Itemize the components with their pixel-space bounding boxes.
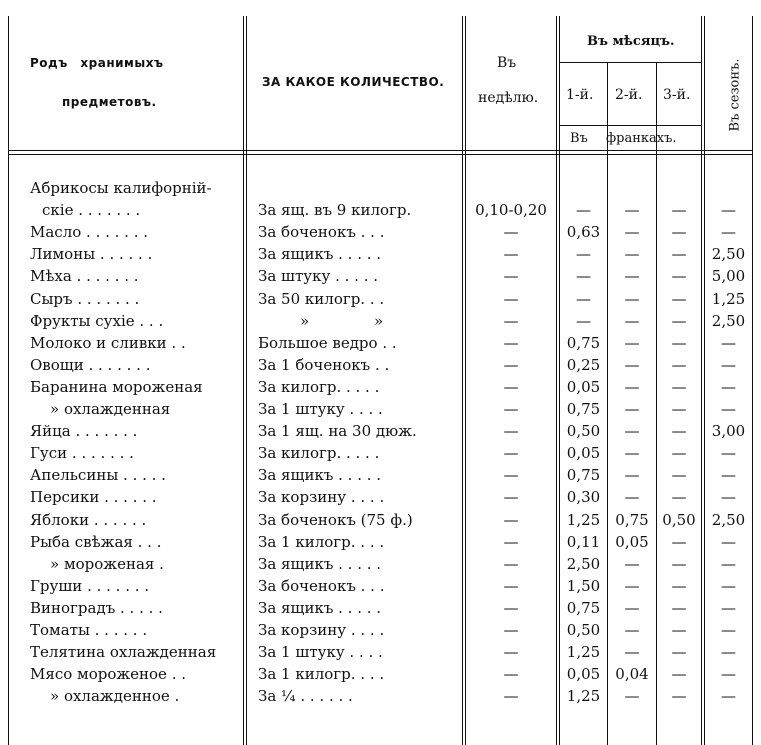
cell-week: — [503,444,519,463]
cell-m2: 0,04 [615,665,649,684]
cell-season: — [721,643,736,662]
cell-m1: 0,05 [566,377,601,396]
cell-item: Абрикосы калифорній- [30,179,212,197]
cell-qty: За 50 килогр. . . [258,289,385,308]
cell-m3: — [671,444,687,463]
cell-week: — [503,576,519,595]
cell-m1: — [576,245,591,264]
cell-m2: — [624,400,640,418]
cell-m2: — [624,267,640,286]
cell-season: — [721,444,736,463]
cell-item: Яблоки . . . . . . [30,510,147,529]
cell-m1: 0,11 [566,532,601,551]
cell-item: Виноградъ . . . . . [30,598,163,617]
cell-m1: 1,25 [566,643,601,662]
cell-m3: — [671,665,687,684]
cell-m2: — [624,223,640,242]
cell-m3: — [671,333,687,352]
rule-item-qty [243,16,244,745]
cell-week: — [503,687,519,706]
cell-item: » охлажденное . [50,687,180,706]
cell-season: 5,00 [711,267,746,286]
rule-currency [559,125,702,126]
cell-season: — [721,377,736,396]
cell-item: Телятина охлажденная [30,643,217,662]
cell-season: — [721,576,736,595]
cell-m1: 0,75 [566,466,601,485]
cell-item: Мясо мороженое . . [30,665,187,684]
cell-item: Мѣха . . . . . . . [30,267,139,286]
cell-qty: За боченокъ . . . [258,576,385,595]
cell-m1: 0,05 [566,665,601,684]
cell-season: — [721,466,736,485]
cell-item: Томаты . . . . . . [30,621,148,639]
cell-season: — [721,687,736,706]
header-week-line1: Въ [497,55,517,71]
cell-m2: — [624,201,640,220]
cell-week: — [503,400,519,418]
cell-qty: За ¼ . . . . . . [258,687,353,706]
cell-m1: — [576,311,591,330]
cell-season: 2,50 [711,311,746,330]
cell-week: — [503,532,519,551]
cell-item: Сыръ . . . . . . . [30,289,140,308]
cell-m2: — [624,488,640,507]
cell-season: 2,50 [711,510,746,529]
cell-m3: — [671,687,687,706]
cell-item: Лимоны . . . . . . [30,245,153,264]
cell-qty: За корзину . . . . [258,621,385,639]
header-item-line1: Родъ хранимыхъ [30,56,164,70]
header-month-1: 1-й. [566,87,594,103]
cell-item: Баранина мороженая [30,377,203,396]
cell-m2: — [624,554,640,573]
cell-item: Гуси . . . . . . . [30,444,134,463]
cell-m3: — [671,289,687,308]
cell-season: — [721,223,736,242]
cell-season: — [721,621,736,639]
cell-m3: — [671,643,687,662]
cell-item: Груши . . . . . . . [30,576,150,595]
cell-m1: 0,75 [566,598,601,617]
cell-week: — [503,267,519,286]
cell-qty: За боченокъ (75 ф.) [258,510,413,529]
cell-season [705,177,752,199]
rule-header-bottom-2 [8,154,753,155]
cell-week [466,177,556,199]
cell-m2: — [624,687,640,706]
cell-week: — [503,223,519,242]
cell-m1 [560,177,607,199]
cell-m1: — [576,201,591,220]
cell-m2: — [624,621,640,639]
cell-week: — [503,554,519,573]
cell-qty: За 1 килогр. . . . [258,532,385,551]
cell-m2: — [624,466,640,485]
cell-item: Апельсины . . . . . [30,466,166,485]
cell-m1: 1,25 [566,687,601,706]
cell-m3: — [671,223,687,242]
cell-m1: 0,05 [566,444,601,463]
cell-qty: » » [300,311,384,330]
cell-week: — [503,665,519,684]
rule-week-month [556,16,557,745]
cell-season: — [721,532,736,551]
cell-qty: За килогр. . . . . [258,444,380,463]
cell-m3: 0,50 [662,510,696,529]
cell-m3: — [671,355,687,374]
cell-season: 2,50 [711,245,746,264]
cell-m3: — [671,377,687,396]
cell-m3: — [671,245,687,264]
header-season: Въ сезонъ. [727,58,743,132]
cell-item: Персики . . . . . . [30,488,157,507]
rule-right [752,16,753,745]
cell-m1: 0,50 [566,621,601,639]
cell-m2: — [624,311,640,330]
cell-m3: — [671,466,687,485]
cell-m3: — [671,400,687,418]
cell-week: — [503,377,519,396]
cell-item: Рыба свѣжая . . . [30,532,162,551]
cell-m2: — [624,333,640,352]
cell-item: Молоко и сливки . . [30,333,186,352]
cell-season: — [721,665,736,684]
cell-season: — [721,598,736,617]
header-week-line2: недѣлю. [478,90,539,106]
cell-season: 3,00 [711,422,746,441]
cell-m2: — [624,422,640,441]
cell-week: 0,10-0,20 [475,201,547,220]
cell-item: » охлажденная [50,400,171,418]
cell-m2: — [624,598,640,617]
cell-m3: — [671,554,687,573]
cell-week: — [503,245,519,264]
cell-m2: 0,05 [615,532,649,551]
cell-qty: За ящикъ . . . . . [258,466,382,485]
rule-item-qty-2 [246,16,247,745]
cell-week: — [503,422,519,441]
cell-m2: — [624,355,640,374]
cell-m2: — [624,245,640,264]
cell-week: — [503,311,519,330]
rule-qty-week [462,16,463,745]
cell-qty: За 1 штуку . . . . [258,400,383,418]
cell-season: — [721,201,736,220]
cell-m3: — [671,267,687,286]
cell-m3: — [671,311,687,330]
cell-m2: — [624,576,640,595]
cell-item: Фрукты сухіе . . . [30,311,164,330]
cell-m2: — [624,289,640,308]
cell-m1: 1,50 [566,576,601,595]
cell-qty [258,177,460,199]
cell-m1: 0,25 [566,355,601,374]
cell-qty: За 1 штуку . . . . [258,643,383,662]
cell-item: Масло . . . . . . . [30,223,149,242]
cell-m1: 1,25 [566,510,601,529]
cell-m1: 2,50 [566,554,601,573]
cell-m3 [657,177,701,199]
cell-item: скіе . . . . . . . [42,201,141,220]
cell-m2 [608,177,656,199]
cell-qty: За 1 килогр. . . . [258,665,385,684]
header-month: Въ мѣсяцъ. [587,34,675,49]
cell-week: — [503,355,519,374]
cell-m3: — [671,422,687,441]
rule-left [8,16,9,745]
header-quantity: ЗА КАКОЕ КОЛИЧЕСТВО. [262,75,445,89]
cell-item: Овощи . . . . . . . [30,355,151,374]
cell-m3: — [671,201,687,220]
cell-m2: — [624,643,640,662]
cell-m3: — [671,488,687,507]
cell-m2: — [624,444,640,463]
cell-m1: 0,30 [566,488,601,507]
cell-m1: — [576,267,591,286]
cell-season: 1,25 [711,289,746,308]
cell-qty: За боченокъ . . . [258,223,385,242]
cell-m3: — [671,598,687,617]
cell-item: Яйца . . . . . . . [30,422,138,441]
cell-week: — [503,488,519,507]
cell-m3: — [671,621,687,639]
cell-qty: За 1 боченокъ . . [258,355,390,374]
cell-qty: За корзину . . . . [258,488,385,507]
cell-qty: За ящ. въ 9 килогр. [258,201,412,220]
cell-week: — [503,333,519,352]
cell-m1: 0,63 [566,223,601,242]
cell-week: — [503,510,519,529]
cell-week: — [503,466,519,485]
cell-m2: — [624,377,640,396]
cell-m1: 0,50 [566,422,601,441]
cell-item: » мороженая . [50,554,164,573]
cell-qty: За ящикъ . . . . . [258,554,382,573]
header-item-line2: предметовъ. [62,95,157,109]
cell-m1: 0,75 [566,333,601,352]
rule-header-bottom [8,150,753,151]
cell-season: — [721,400,736,418]
rule-month-sub [559,62,702,63]
cell-m2: 0,75 [615,510,649,529]
cell-qty: За 1 ящ. на 30 дюж. [258,422,417,441]
cell-m1: — [576,289,591,308]
cell-week: — [503,643,519,662]
cell-qty: Большое ведро . . [258,333,397,352]
cell-season: — [721,554,736,573]
header-currency: Въ франкахъ. [570,131,677,146]
cell-week: — [503,598,519,617]
header-month-3: 3-й. [663,87,691,103]
cell-m1: 0,75 [566,400,601,418]
cell-season: — [721,333,736,352]
cell-m3: — [671,576,687,595]
cell-season: — [721,355,736,374]
cell-m3: — [671,532,687,551]
cell-qty: За ящикъ . . . . . [258,245,382,264]
cell-qty: За ящикъ . . . . . [258,598,382,617]
cell-season: — [721,488,736,507]
cell-qty: За штуку . . . . . [258,267,379,286]
cell-week: — [503,289,519,308]
header-month-2: 2-й. [615,87,643,103]
cell-week: — [503,621,519,639]
cell-qty: За килогр. . . . . [258,377,380,396]
